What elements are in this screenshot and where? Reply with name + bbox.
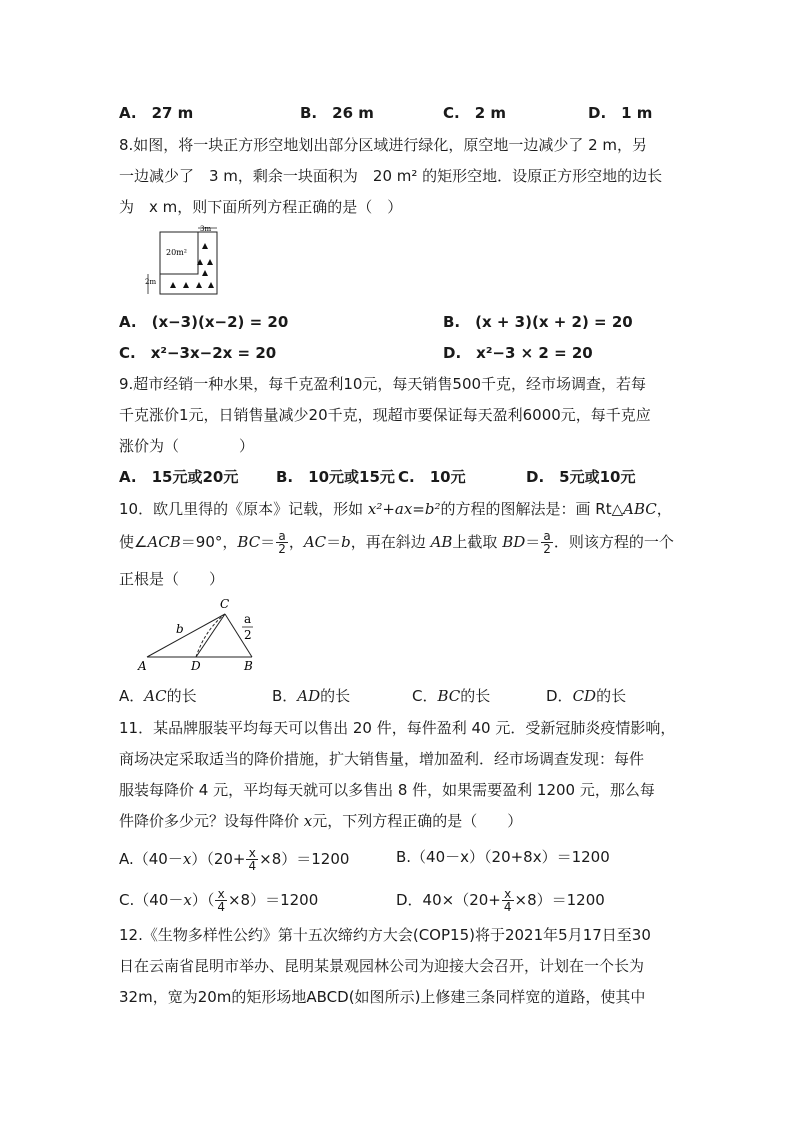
q8-option-a: A. (x−3)(x−2) = 20: [119, 313, 289, 331]
q12-stem-line1: 12.《生物多样性公约》第十五次缔约方大会(COP15)将于2021年5月17日至30: [119, 926, 651, 944]
q10-fig-frac-num: a: [244, 612, 252, 626]
q8-fig-area-label: 20m²: [166, 248, 187, 257]
q8-stem-line1: 8.如图，将一块正方形空地划出部分区域进行绿化，原空地一边减少了 2 m，另: [119, 136, 648, 154]
q10-stem-line1: 10．欧几里得的《原本》记载，形如 x²+ax=b²的方程的图解法是：画 Rt△ABC，: [119, 500, 672, 518]
q9-stem-line2: 千克涨价1元，日销售量减少20千克，现超市要保证每天盈利6000元，每千克应: [119, 406, 651, 424]
q12-stem-line2: 日在云南省昆明市举办、昆明某景观园林公司为迎接大会召开，计划在一个长为: [119, 957, 645, 975]
q11-stem-line3: 服装每降价 4 元，平均每天就可以多售出 8 件，如果需要盈利 1200 元，那么每: [119, 781, 655, 799]
q8-option-b: B. (x + 3)(x + 2) = 20: [443, 313, 633, 331]
q8-figure: [140, 222, 235, 297]
q11-option-a: A.（40－x）（20+ $\frac{x}{4}$ ×8）＝1200: [119, 846, 350, 873]
q10-equation: x²+ax=b²: [367, 500, 441, 518]
q10-fig-label-c: C: [220, 597, 230, 611]
q10-segment-cd: [196, 614, 225, 657]
q8-option-d: D. x²−3 × 2 = 20: [443, 344, 593, 362]
q7-option-d: D. 1 m: [588, 104, 653, 122]
q11-option-c: C.（40－x）（ $\frac{x}{4}$ ×8）＝1200: [119, 887, 319, 914]
q7-option-a: A. 27 m: [119, 104, 194, 122]
q10-fig-frac-den: 2: [244, 628, 252, 642]
q7-option-c: C. 2 m: [443, 104, 506, 122]
q10-option-d: D．CD的长: [546, 687, 627, 705]
q8-fig-top-label: 3m: [200, 225, 212, 233]
q10-fraction-bc: $\frac{a}{2}$: [278, 529, 286, 556]
q9-option-a: A. 15元或20元: [119, 468, 239, 486]
q8-fig-side-label: 2m: [145, 278, 157, 286]
q11-stem-line2: 商场决定采取适当的降价措施，扩大销售量，增加盈利．经市场调查发现：每件: [119, 750, 645, 768]
q7-option-b: B. 26 m: [300, 104, 374, 122]
q10-fig-label-d: D: [191, 659, 201, 673]
q11-stem-line1: 11．某品牌服装平均每天可以售出 20 件，每件盈利 40 元．受新冠肺炎疫情影响，: [119, 719, 676, 737]
q8-option-c: C. x²−3x−2x = 20: [119, 344, 277, 362]
q10-fraction-bd: $\frac{a}{2}$: [543, 529, 551, 556]
q9-stem-line1: 9.超市经销一种水果，每千克盈利10元，每天销售500千克，经市场调查，若每: [119, 375, 647, 393]
q9-option-d: D. 5元或10元: [526, 468, 636, 486]
q10-fig-label-b-side: b: [176, 622, 184, 636]
q10-stem-line2: 使∠ACB＝90°，BC＝ $\frac{a}{2}$ ，AC＝b，再在斜边 AB上截取 BD＝ $\frac{a}{2}$ ．则该方程的一个: [119, 529, 674, 556]
q10-stem-line3: 正根是（ ）: [119, 570, 225, 588]
q10-option-c: C．BC的长: [412, 687, 491, 705]
q12-stem-line3: 32m，宽为20m的矩形场地ABCD(如图所示)上修建三条同样宽的道路，使其中: [119, 988, 646, 1006]
q8-stem-line3: 为 x m，则下面所列方程正确的是（ ）: [119, 198, 403, 216]
q11-option-d: D．40×（20+ $\frac{x}{4}$ ×8）＝1200: [396, 887, 605, 914]
q9-stem-line3: 涨价为（ ）: [119, 437, 255, 455]
q9-option-b: B. 10元或15元: [276, 468, 395, 486]
q10-option-a: A．AC的长: [119, 687, 197, 705]
q10-side-ac: [147, 614, 225, 657]
q8-stem-line2: 一边减少了 3 m，剩余一块面积为 20 m² 的矩形空地．设原正方形空地的边长: [119, 167, 663, 185]
q11-fraction-a: $\frac{x}{4}$: [248, 846, 257, 873]
q11-fraction-d: $\frac{x}{4}$: [503, 887, 512, 914]
q10-fig-label-a: A: [138, 659, 147, 673]
q11-option-b: B.（40－x）（20+8x）＝1200: [396, 848, 610, 866]
q10-option-b: B．AD的长: [272, 687, 351, 705]
q11-fraction-c: $\frac{x}{4}$: [217, 887, 225, 914]
q11-stem-line4: 件降价多少元？设每件降价 x元，下列方程正确的是（ ）: [119, 812, 523, 830]
q9-option-c: C. 10元: [398, 468, 466, 486]
q10-fig-label-b: B: [244, 659, 253, 673]
q10-figure: [135, 592, 265, 674]
